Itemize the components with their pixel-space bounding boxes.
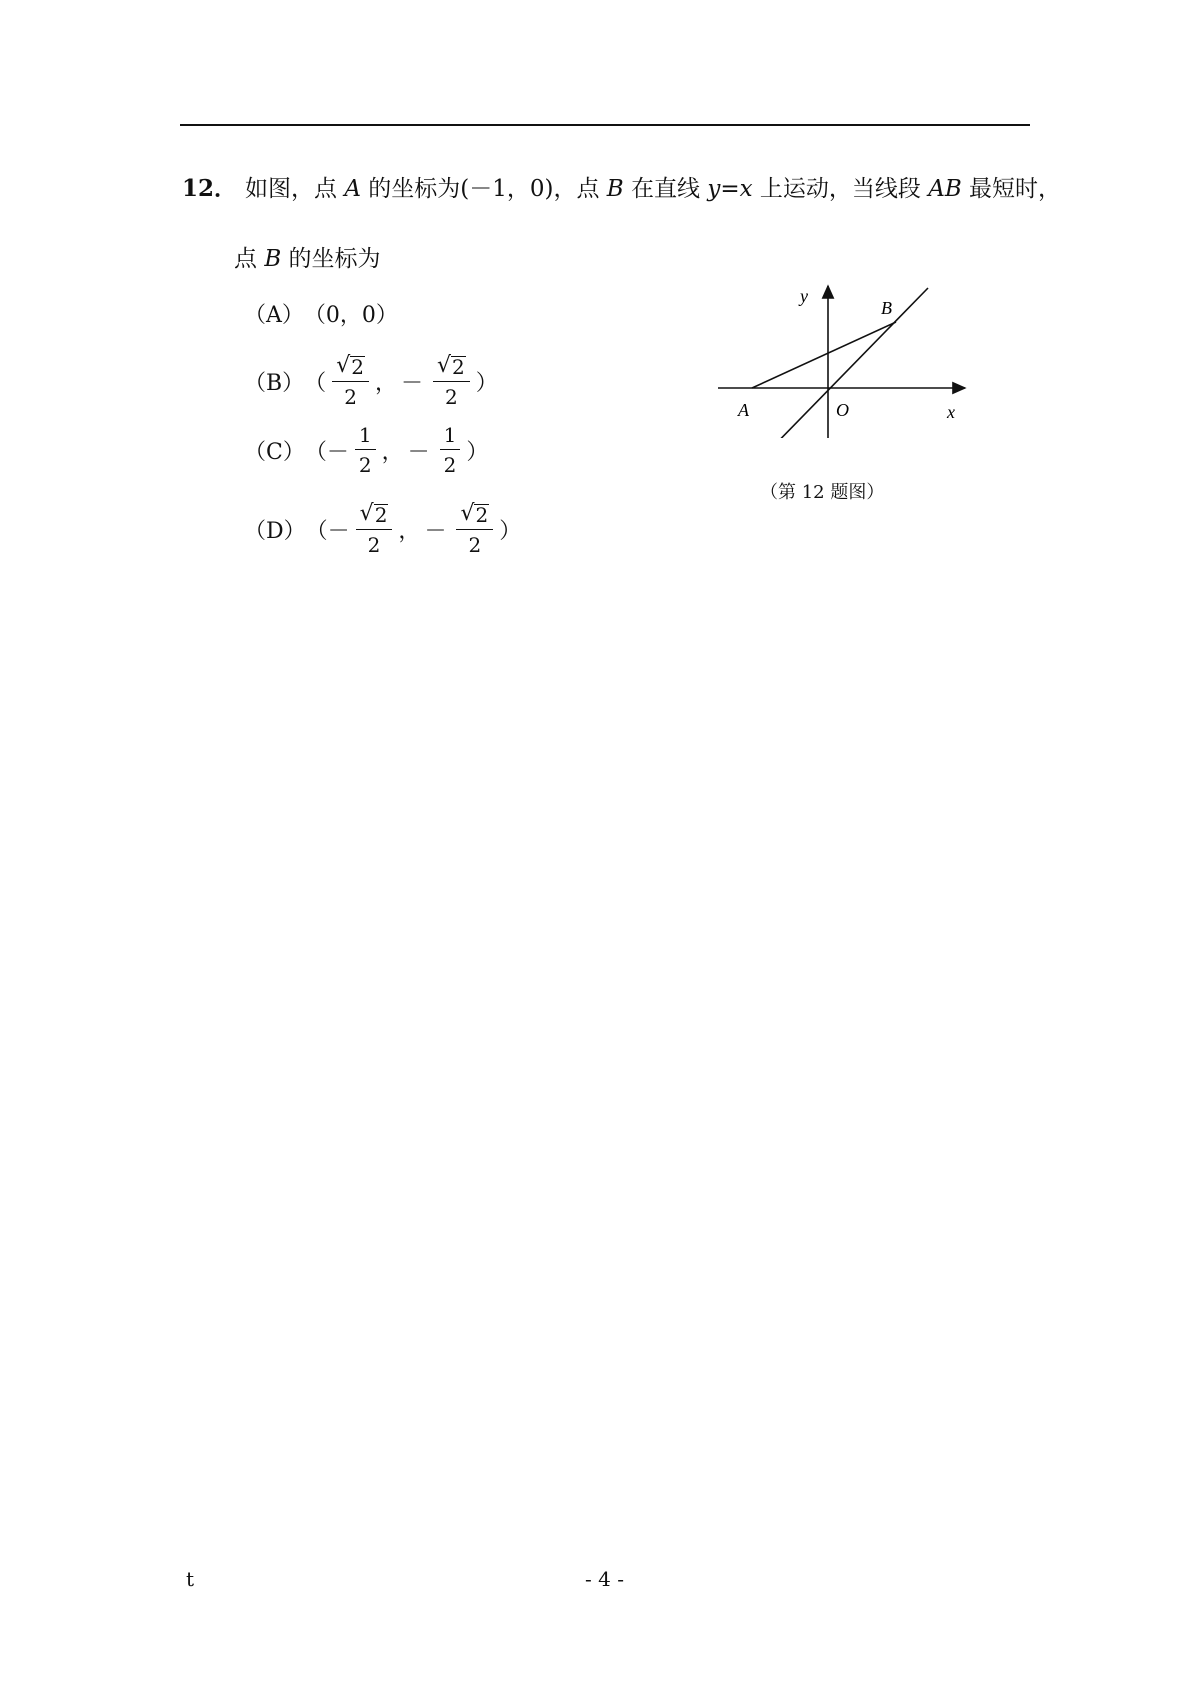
option-label: （D） <box>244 518 306 544</box>
question-text: 的坐标为 <box>281 246 381 272</box>
numerator: 1 <box>355 424 376 450</box>
point-b-label: B <box>606 176 624 202</box>
denominator: 2 <box>468 533 482 558</box>
question-text: 上运动，当线段 <box>752 176 929 202</box>
open-paren: （－ <box>304 439 349 465</box>
fraction <box>440 424 461 476</box>
sqrt-symbol: √ <box>436 353 452 378</box>
label-b: B <box>881 298 892 318</box>
sqrt-symbol: √ <box>460 501 475 526</box>
segment-label: AB <box>928 176 962 202</box>
question-number: 12． <box>182 175 238 202</box>
question-text: 点 <box>234 246 265 272</box>
var-x: x <box>739 176 753 202</box>
fraction <box>356 502 393 556</box>
segment-ab <box>752 322 896 388</box>
fraction <box>332 354 369 408</box>
denominator: 2 <box>358 453 372 477</box>
point-a-label: A <box>344 176 361 202</box>
denominator: 2 <box>367 533 381 558</box>
option-label: （C） <box>244 439 305 465</box>
question-text: 如图，点 <box>245 176 345 202</box>
fraction <box>456 502 493 556</box>
question-text: 的坐标为(－1，0)，点 <box>360 176 607 202</box>
sqrt-symbol: √ <box>336 353 351 378</box>
numerator: 2 <box>374 503 388 528</box>
label-x: x <box>947 402 955 422</box>
header-rule <box>180 124 1030 126</box>
close-paren: ） <box>499 518 522 544</box>
denominator: 2 <box>445 385 458 410</box>
option-b[interactable] <box>244 354 498 408</box>
label-a: A <box>738 400 749 420</box>
option-value: （0，0） <box>303 303 398 328</box>
sqrt-symbol: √ <box>359 501 374 526</box>
minus-sign: － <box>400 370 423 396</box>
option-a[interactable] <box>244 298 398 329</box>
option-c[interactable] <box>244 424 488 476</box>
fraction <box>433 354 470 408</box>
numerator: 2 <box>475 503 489 528</box>
denominator: 2 <box>344 385 357 410</box>
minus-sign: － <box>424 518 447 544</box>
numerator: 1 <box>440 424 461 450</box>
question-text: 最短时， <box>961 176 1062 202</box>
page-number: - 4 - <box>585 1567 624 1591</box>
denominator: 2 <box>443 453 457 477</box>
question-text: 在直线 <box>623 176 708 202</box>
figure-caption: （第 12 题图） <box>760 482 885 503</box>
numerator: 2 <box>351 355 364 380</box>
numerator: 2 <box>452 355 465 380</box>
fraction <box>355 424 376 476</box>
close-paren: ） <box>466 439 489 465</box>
var-y: y <box>707 176 721 202</box>
comma: ， <box>398 518 421 544</box>
option-label: （A） <box>244 303 304 328</box>
equals-sign: = <box>720 176 740 202</box>
comma: ， <box>374 370 397 396</box>
label-y: y <box>800 286 808 306</box>
question-line-1 <box>182 170 1061 203</box>
label-o: O <box>836 400 849 420</box>
minus-sign: － <box>407 439 430 465</box>
option-label: （B） <box>244 370 305 396</box>
footer-left: t <box>186 1567 195 1591</box>
point-b-label: B <box>264 246 282 272</box>
option-d[interactable] <box>244 502 521 556</box>
comma: ， <box>381 439 404 465</box>
coordinate-figure <box>710 278 980 438</box>
open-paren: （－ <box>305 518 350 544</box>
open-paren: （ <box>304 370 327 396</box>
close-paren: ） <box>475 370 498 396</box>
question-line-2 <box>234 240 381 273</box>
